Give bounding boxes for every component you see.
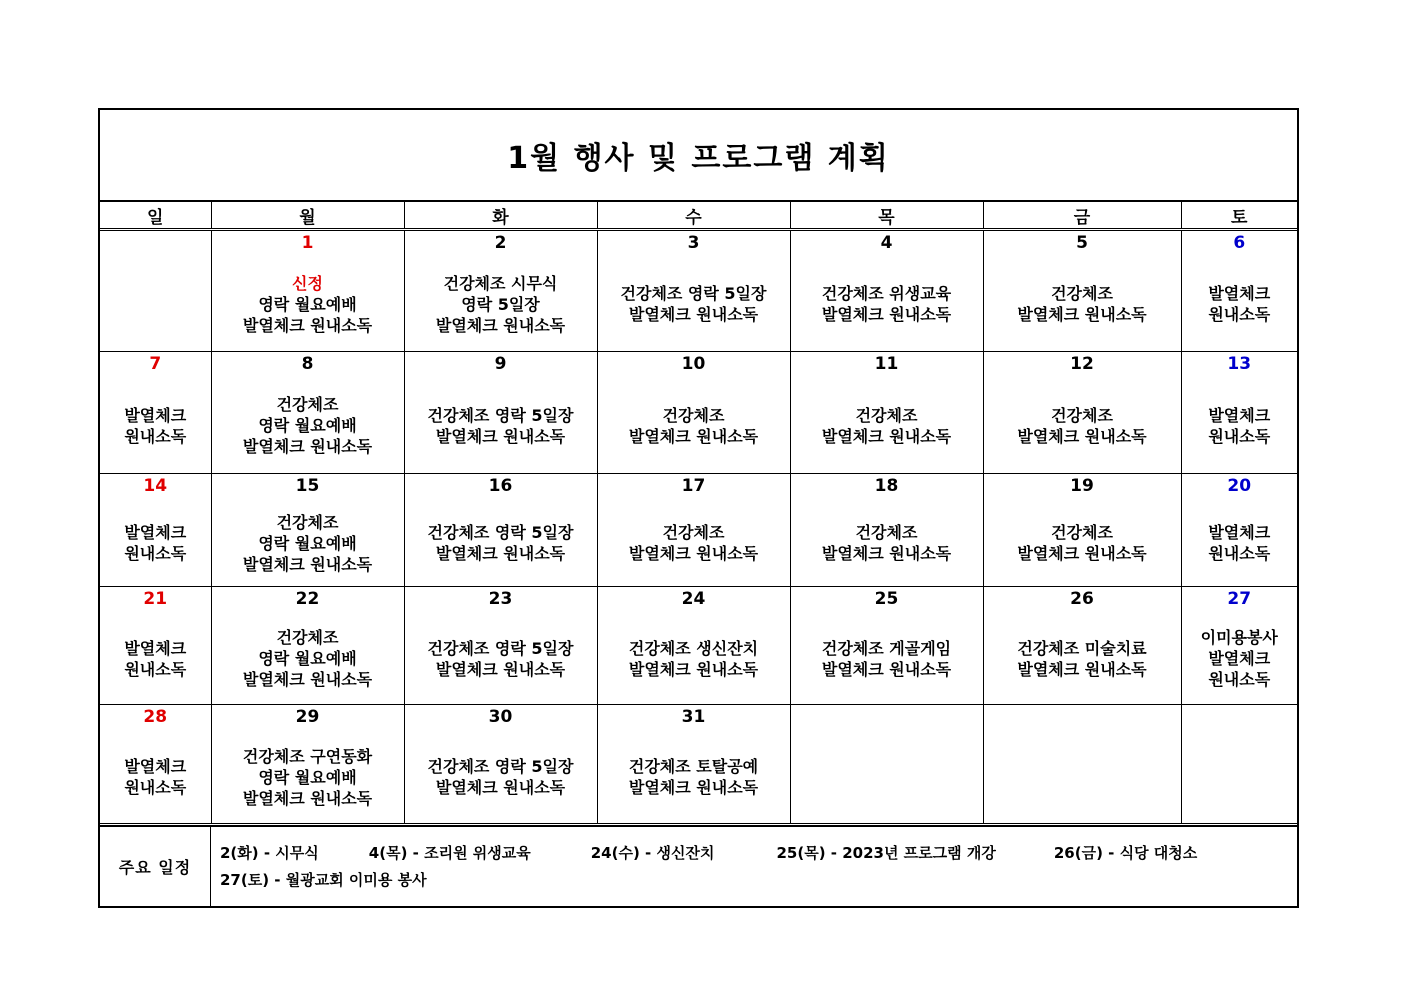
event-item: 건강체조 bbox=[855, 405, 918, 425]
day-cell bbox=[983, 587, 1181, 705]
event-item: 건강체조 영락 5일장 bbox=[427, 638, 574, 658]
event-list bbox=[100, 500, 211, 586]
event-list bbox=[100, 613, 211, 704]
day-number: 29 bbox=[295, 707, 320, 727]
event-list bbox=[405, 500, 597, 586]
event-list bbox=[212, 613, 404, 704]
event-item: 발열체크 원내소독 bbox=[435, 426, 566, 446]
weekday-wed: 수 bbox=[597, 202, 790, 230]
event-list bbox=[984, 500, 1181, 586]
schedule-item: 26(금) - 식당 대청소 bbox=[1053, 843, 1198, 862]
event-item: 원내소독 bbox=[124, 544, 187, 563]
day-cell bbox=[790, 230, 983, 352]
event-item: 원내소독 bbox=[1208, 305, 1271, 324]
event-item: 발열체크 원내소독 bbox=[628, 778, 759, 797]
calendar-table bbox=[100, 202, 1297, 824]
event-item: 건강체조 생신잔치 bbox=[628, 638, 759, 658]
day-number: 14 bbox=[143, 476, 168, 496]
event-item: 건강체조 bbox=[1051, 405, 1113, 425]
event-list bbox=[100, 731, 211, 823]
event-item: 발열체크 bbox=[1208, 523, 1271, 542]
week-row-2 bbox=[100, 352, 1297, 474]
day-cell bbox=[983, 230, 1181, 352]
day-number: 1 bbox=[301, 233, 314, 253]
event-list bbox=[598, 613, 790, 704]
event-list bbox=[598, 500, 790, 586]
schedule-item: 25(목) - 2023년 프로그램 개강 bbox=[776, 843, 996, 862]
event-item: 건강체조 게골게임 bbox=[821, 638, 952, 658]
schedule-item: 2(화) - 시무식 bbox=[220, 843, 319, 862]
event-list bbox=[598, 378, 790, 473]
week-row-3 bbox=[100, 474, 1297, 587]
event-item: 발열체크 원내소독 bbox=[628, 544, 759, 563]
day-cell bbox=[597, 474, 790, 587]
schedule-item: 27(토) - 월광교회 이미용 봉사 bbox=[220, 870, 427, 889]
day-cell bbox=[404, 587, 597, 705]
day-number: 10 bbox=[681, 354, 706, 374]
event-list bbox=[405, 731, 597, 823]
day-number: 18 bbox=[874, 476, 899, 496]
day-cell bbox=[1181, 352, 1297, 474]
day-cell bbox=[790, 352, 983, 474]
event-item: 발열체크 원내소독 bbox=[242, 554, 373, 574]
day-cell bbox=[597, 587, 790, 705]
day-number: 24 bbox=[681, 589, 706, 609]
day-cell bbox=[404, 230, 597, 352]
event-list bbox=[984, 613, 1181, 704]
event-item: 건강체조 시무식 bbox=[443, 273, 558, 293]
day-number: 17 bbox=[681, 476, 706, 496]
event-item: 신정 bbox=[292, 273, 323, 293]
day-cell bbox=[211, 705, 404, 824]
event-item: 건강체조 bbox=[1051, 523, 1113, 542]
day-number: 23 bbox=[488, 589, 513, 609]
key-schedule-footer bbox=[100, 825, 1297, 906]
event-list bbox=[212, 378, 404, 473]
event-item: 원내소독 bbox=[1208, 544, 1271, 563]
day-number: 28 bbox=[143, 707, 168, 727]
event-item: 발열체크 원내소독 bbox=[1017, 426, 1147, 446]
event-item: 발열체크 원내소독 bbox=[628, 305, 759, 324]
day-cell bbox=[1181, 230, 1297, 352]
event-list bbox=[405, 378, 597, 473]
event-list bbox=[984, 378, 1181, 473]
event-item: 건강체조 위생교육 bbox=[821, 284, 952, 303]
event-list bbox=[791, 613, 983, 704]
event-item: 건강체조 구연동화 bbox=[242, 746, 373, 766]
event-item: 발열체크 원내소독 bbox=[242, 788, 373, 808]
event-item: 건강체조 영락 5일장 bbox=[427, 405, 574, 425]
event-list bbox=[212, 731, 404, 823]
event-item: 발열체크 원내소독 bbox=[242, 315, 373, 335]
event-list bbox=[791, 257, 983, 351]
event-item: 영락 월요예배 bbox=[258, 416, 357, 435]
day-number: 16 bbox=[488, 476, 513, 496]
day-number: 27 bbox=[1227, 589, 1252, 609]
day-cell bbox=[211, 587, 404, 705]
weekday-fri: 금 bbox=[983, 202, 1181, 230]
event-list bbox=[1182, 613, 1298, 704]
event-list bbox=[598, 257, 790, 351]
event-item: 건강체조 영락 5일장 bbox=[620, 284, 767, 303]
week-row-5 bbox=[100, 705, 1297, 824]
event-item: 원내소독 bbox=[124, 659, 187, 679]
event-item: 건강체조 bbox=[276, 395, 339, 414]
day-number: 15 bbox=[295, 476, 320, 496]
event-list bbox=[212, 257, 404, 351]
event-item: 영락 5일장 bbox=[461, 294, 540, 314]
key-schedule-label: 주요 일정 bbox=[100, 826, 211, 906]
day-number: 6 bbox=[1233, 233, 1246, 253]
schedule-item: 24(수) - 생신잔치 bbox=[590, 843, 715, 862]
event-item: 발열체크 원내소독 bbox=[821, 659, 952, 679]
event-item: 영락 월요예배 bbox=[258, 649, 357, 668]
event-list bbox=[1182, 257, 1298, 351]
event-list bbox=[791, 378, 983, 473]
event-item: 원내소독 bbox=[124, 426, 187, 446]
day-cell bbox=[1181, 587, 1297, 705]
page-title: 1월 행사 및 프로그램 계획 bbox=[100, 110, 1297, 202]
weekday-sun: 일 bbox=[100, 202, 211, 230]
week-row-1 bbox=[100, 230, 1297, 352]
day-cell bbox=[983, 474, 1181, 587]
day-cell bbox=[100, 705, 211, 824]
day-number: 21 bbox=[143, 589, 168, 609]
day-cell bbox=[211, 230, 404, 352]
event-item: 원내소독 bbox=[1208, 670, 1271, 689]
event-item: 발열체크 원내소독 bbox=[628, 426, 759, 446]
day-number: 4 bbox=[880, 233, 893, 253]
day-cell bbox=[983, 352, 1181, 474]
event-item: 영락 월요예배 bbox=[258, 294, 357, 314]
event-item: 발열체크 원내소독 bbox=[435, 544, 566, 563]
event-item: 발열체크 bbox=[124, 523, 187, 542]
event-item: 건강체조 영락 5일장 bbox=[427, 757, 574, 776]
day-cell-empty bbox=[1181, 705, 1297, 824]
event-item: 발열체크 원내소독 bbox=[1017, 544, 1147, 563]
event-item: 건강체조 토탈공예 bbox=[628, 757, 759, 776]
day-cell bbox=[211, 474, 404, 587]
weekday-header-row bbox=[100, 202, 1297, 230]
event-item: 발열체크 원내소독 bbox=[435, 659, 566, 679]
day-cell bbox=[404, 474, 597, 587]
event-list bbox=[212, 500, 404, 586]
event-list bbox=[1182, 378, 1298, 473]
event-item: 발열체크 bbox=[124, 638, 187, 658]
day-cell bbox=[100, 587, 211, 705]
event-item: 건강체조 bbox=[662, 523, 725, 542]
day-cell-empty bbox=[790, 705, 983, 824]
event-list bbox=[791, 500, 983, 586]
week-row-4 bbox=[100, 587, 1297, 705]
event-item: 건강체조 bbox=[276, 512, 339, 532]
day-cell-empty bbox=[100, 230, 211, 352]
event-item: 발열체크 bbox=[124, 757, 187, 776]
event-item: 발열체크 bbox=[124, 405, 187, 425]
day-number: 11 bbox=[874, 354, 899, 374]
day-cell bbox=[100, 474, 211, 587]
day-number: 22 bbox=[295, 589, 320, 609]
day-cell bbox=[790, 587, 983, 705]
day-number: 12 bbox=[1070, 354, 1094, 374]
event-item: 발열체크 bbox=[1208, 284, 1271, 303]
day-cell bbox=[404, 352, 597, 474]
event-list bbox=[984, 257, 1181, 351]
event-list bbox=[598, 731, 790, 823]
day-number: 26 bbox=[1070, 589, 1094, 609]
key-schedule-list bbox=[211, 826, 1298, 906]
day-cell-empty bbox=[983, 705, 1181, 824]
schedule-item: 4(목) - 조리원 위생교육 bbox=[368, 843, 531, 862]
event-item: 발열체크 원내소독 bbox=[1017, 305, 1147, 324]
event-item: 영락 월요예배 bbox=[258, 533, 357, 553]
day-number: 31 bbox=[681, 707, 706, 727]
event-item: 발열체크 bbox=[1208, 405, 1271, 425]
day-number: 8 bbox=[301, 354, 314, 374]
event-item: 발열체크 원내소독 bbox=[1017, 659, 1147, 679]
event-item: 건강체조 bbox=[662, 405, 725, 425]
event-item: 발열체크 원내소독 bbox=[821, 544, 952, 563]
weekday-mon: 월 bbox=[211, 202, 404, 230]
day-number: 20 bbox=[1227, 476, 1252, 496]
event-list bbox=[405, 257, 597, 351]
event-item: 발열체크 원내소독 bbox=[242, 437, 373, 456]
weekday-tue: 화 bbox=[404, 202, 597, 230]
day-number: 2 bbox=[494, 233, 507, 253]
day-number: 25 bbox=[874, 589, 899, 609]
event-item: 발열체크 원내소독 bbox=[821, 305, 952, 324]
event-item: 건강체조 영락 5일장 bbox=[427, 523, 574, 542]
day-cell bbox=[404, 705, 597, 824]
event-item: 발열체크 원내소독 bbox=[435, 315, 566, 335]
day-cell bbox=[597, 230, 790, 352]
day-number: 7 bbox=[149, 354, 162, 374]
event-item: 발열체크 원내소독 bbox=[242, 670, 373, 689]
event-list bbox=[405, 613, 597, 704]
event-item: 건강체조 bbox=[276, 628, 339, 647]
event-list bbox=[1182, 500, 1298, 586]
event-item: 이미용봉사 bbox=[1200, 628, 1278, 647]
event-item: 발열체크 원내소독 bbox=[435, 778, 566, 797]
weekday-sat: 토 bbox=[1181, 202, 1297, 230]
day-number: 30 bbox=[488, 707, 513, 727]
day-number: 19 bbox=[1070, 476, 1094, 496]
calendar-frame bbox=[98, 108, 1299, 908]
day-cell bbox=[597, 352, 790, 474]
event-item: 건강체조 bbox=[855, 523, 918, 542]
event-item: 원내소독 bbox=[124, 778, 187, 797]
event-item: 발열체크 원내소독 bbox=[628, 659, 759, 679]
day-number: 9 bbox=[494, 354, 507, 374]
day-cell bbox=[1181, 474, 1297, 587]
day-number: 13 bbox=[1227, 354, 1252, 374]
event-item: 건강체조 미술치료 bbox=[1017, 638, 1147, 658]
event-item: 원내소독 bbox=[1208, 426, 1271, 446]
event-item: 발열체크 bbox=[1208, 649, 1271, 668]
day-cell bbox=[790, 474, 983, 587]
event-item: 발열체크 원내소독 bbox=[821, 426, 952, 446]
day-cell bbox=[211, 352, 404, 474]
day-number: 5 bbox=[1076, 233, 1088, 253]
key-schedule-line-1 bbox=[220, 840, 1297, 867]
key-schedule-line-2 bbox=[220, 867, 1297, 894]
day-cell bbox=[100, 352, 211, 474]
weekday-thu: 목 bbox=[790, 202, 983, 230]
event-item: 건강체조 bbox=[1051, 284, 1113, 303]
day-cell bbox=[597, 705, 790, 824]
event-item: 영락 월요예배 bbox=[258, 767, 357, 787]
day-number: 3 bbox=[687, 233, 700, 253]
event-list bbox=[100, 378, 211, 473]
